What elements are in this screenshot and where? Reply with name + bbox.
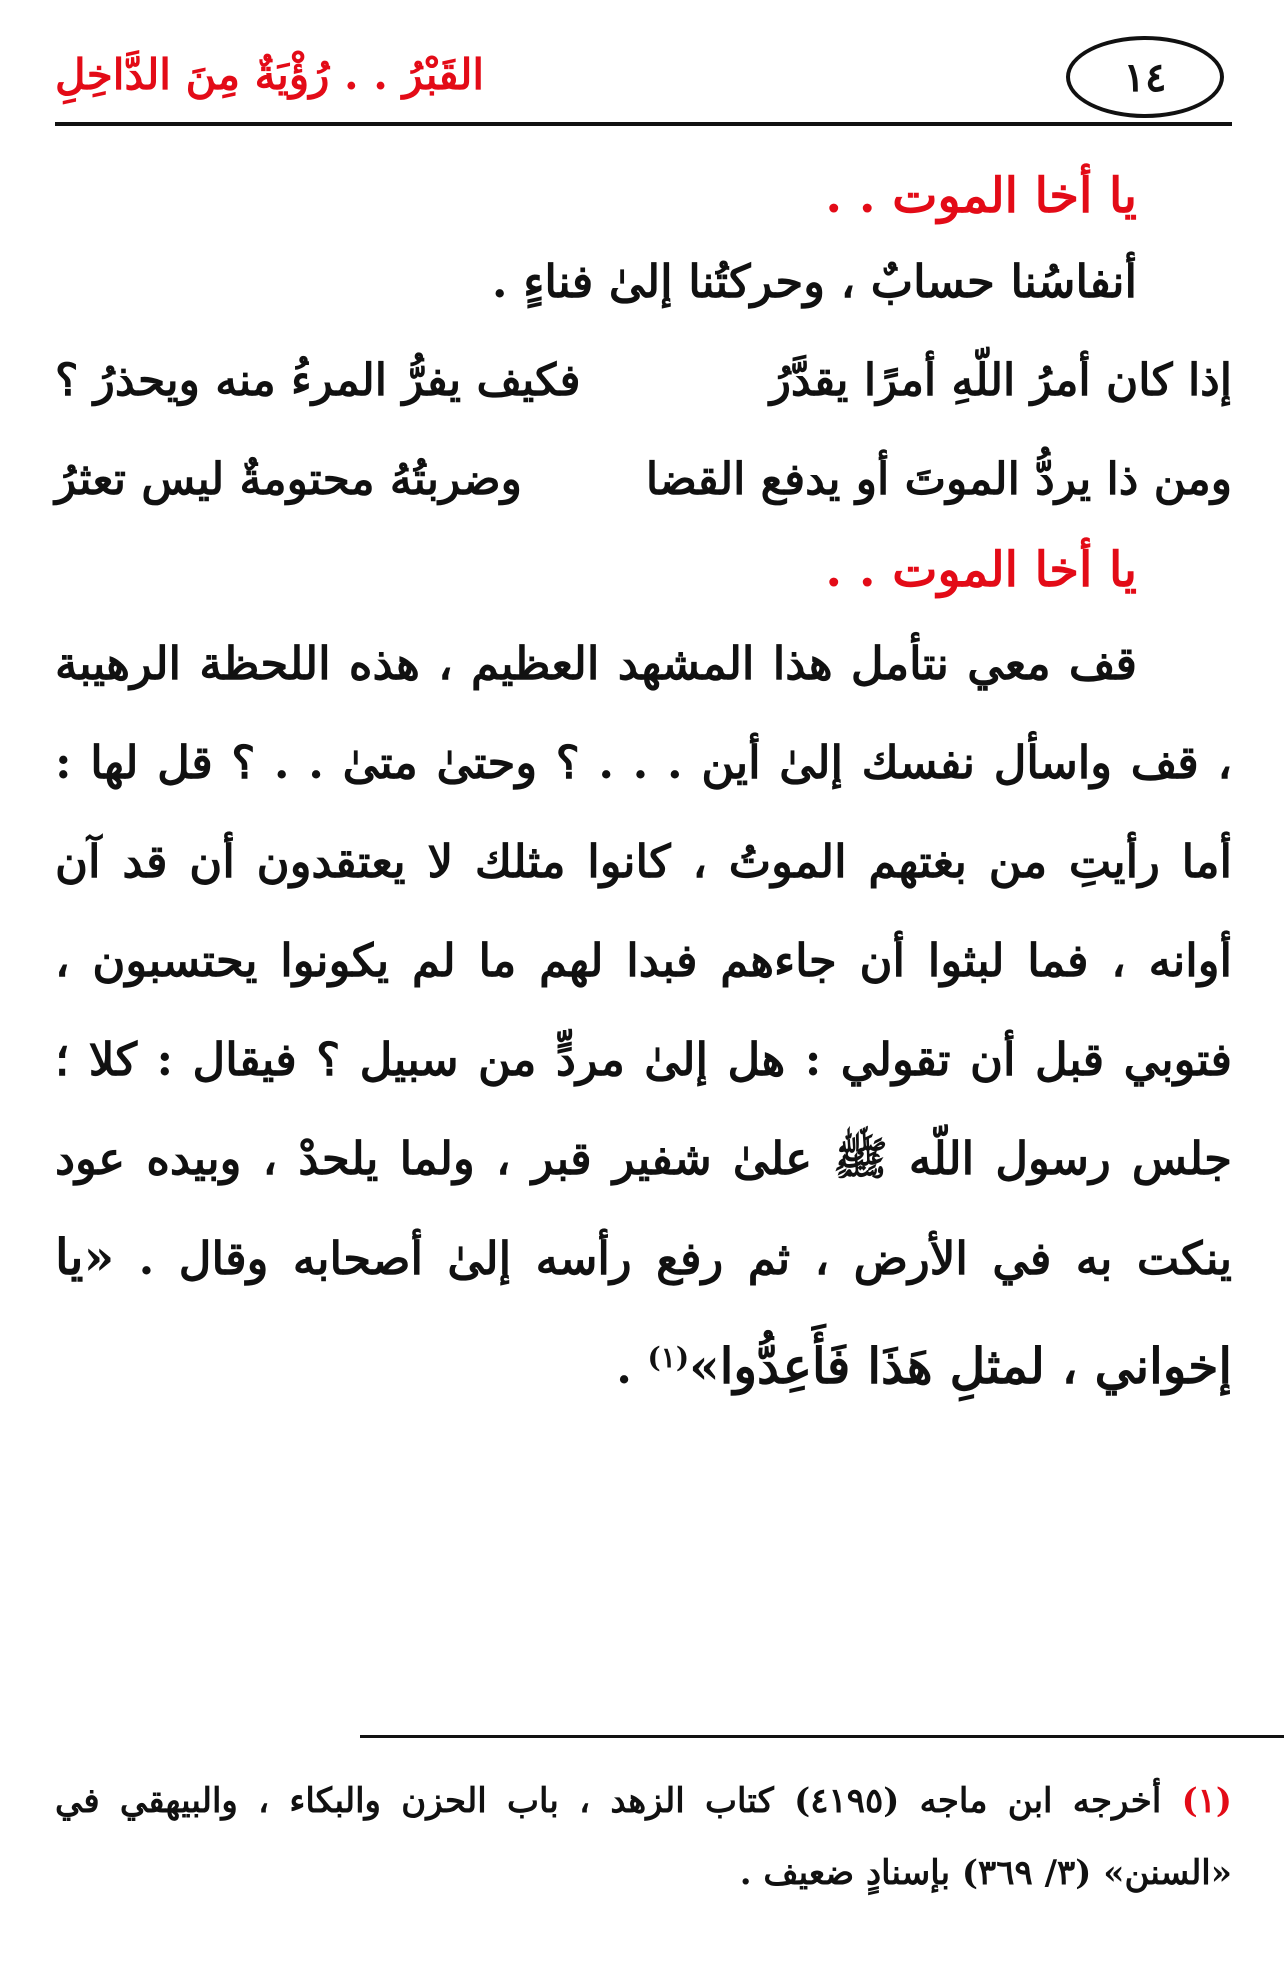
paragraph-text: قف معي نتأمل هذا المشهد العظيم ، هذه اللحظة الرهيبة ، قف واسأل نفسك إلىٰ أين . . . ؟ وحتىٰ متىٰ . . ؟ قل لها : أما رأيتِ من بغتهم الموتُ ، كانوا مثلك لا يعتقدون أن قد آن أوانه ، فما لبثوا أن جاءهم فبدا لهم ما لم يكونوا يحتسبون ، فتوبي قبل أن تقولي : هل إلىٰ مردٍّ من سبيل ؟ فيقال : كلا ؛ جلس رسول اللّه ﷺ علىٰ شفير قبر ، ولما يلحدْ ، وبيده عود ينكت به في الأرض ، ثم رفع رأسه إلىٰ أصحابه وقال . — [55, 637, 1233, 1285]
footnote-divider — [360, 1735, 1284, 1738]
paragraph-end: . — [616, 1341, 648, 1394]
section-heading: يا أخا الموت . . — [825, 542, 1137, 598]
verse-first-hemistich: ومن ذا يردُّ الموتَ أو يدفع القضا — [645, 454, 1232, 505]
verse-second-hemistich: وضربتُهُ محتومةٌ ليس تعثرُ — [55, 454, 522, 505]
poetry-verse — [55, 331, 1232, 430]
verse-second-hemistich: فكيف يفرُّ المرءُ منه ويحذرُ ؟ — [55, 355, 581, 406]
footnote — [55, 1765, 1232, 1909]
body-paragraph — [55, 614, 1232, 1417]
footnote-text: أخرجه ابن ماجه (٤١٩٥) كتاب الزهد ، باب الحزن والبكاء ، والبيهقي في «السنن» (٣/ ٣٦٩) بإسنادٍ ضعيف . — [55, 1781, 1232, 1893]
intro-line: أنفاسُنا حسابٌ ، وحركتُنا إلىٰ فناءٍ . — [491, 255, 1137, 308]
page-header — [55, 30, 1232, 125]
page-body — [55, 160, 1232, 1417]
header-divider — [55, 122, 1232, 126]
hadith-quote: «يا إخواني ، لمثلِ هَذَا فَأَعِدُّوا» — [55, 1228, 1232, 1395]
poetry-verse — [55, 430, 1232, 529]
page-number: ١٤ — [1066, 36, 1224, 118]
running-title: القَبْرُ . . رُؤْيَةٌ مِنَ الدَّاخِلِ — [55, 50, 485, 99]
footnote-reference[interactable]: (١) — [647, 1341, 690, 1374]
verse-first-hemistich: إذا كان أمرُ اللّهِ أمرًا يقدَّرُ — [769, 355, 1232, 406]
footnote-number: (١) — [1181, 1781, 1233, 1821]
section-heading: يا أخا الموت . . — [825, 168, 1137, 224]
